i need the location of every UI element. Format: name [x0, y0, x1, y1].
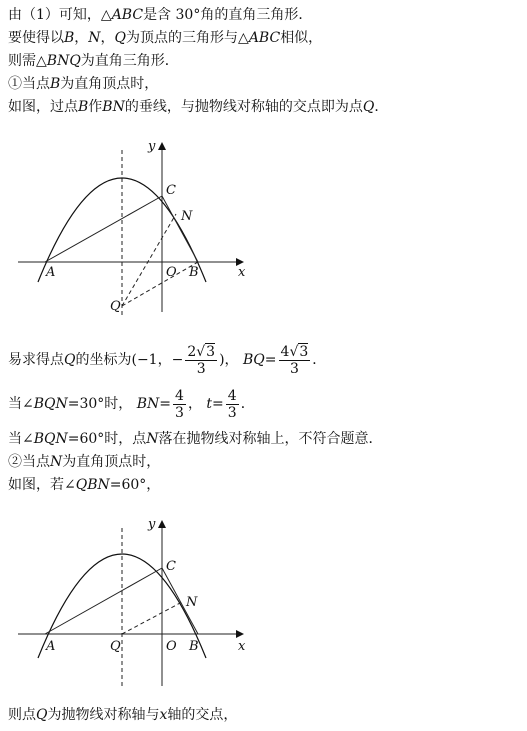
text: )， [219, 352, 239, 368]
math-var: BN [102, 99, 125, 115]
numerator: 4 [280, 343, 290, 360]
text: 为直角三角形． [80, 53, 179, 69]
label-o: O [166, 265, 177, 280]
math-var: BNQ [46, 53, 81, 69]
math-var: ABC [248, 30, 281, 46]
text: 则需△ [8, 53, 47, 69]
text-line-9 [8, 453, 160, 471]
math-var: BQN [33, 431, 68, 447]
math-var: B [50, 76, 61, 92]
label-c: C [166, 559, 176, 574]
math-var: N [146, 431, 159, 447]
fraction: $\frac{2√3}{3}$ [187, 343, 216, 377]
figure-2 [0, 510, 527, 690]
math-var: x [159, 707, 168, 723]
math-var: BQ [243, 352, 265, 368]
text: ， [187, 396, 202, 412]
segment-ac [45, 568, 162, 634]
text-line-2 [8, 29, 322, 47]
text: 的垂线，与抛物线对称轴的交点即为点 [124, 99, 363, 115]
text-line-4 [8, 75, 158, 93]
label-a: A [46, 265, 56, 280]
segment-qb [122, 262, 198, 306]
text: ． [312, 352, 327, 368]
label-o: O [166, 639, 177, 654]
text: 如图，若∠ [8, 477, 76, 493]
figure-1 [0, 130, 527, 320]
radicand: 3 [299, 343, 309, 360]
text: =60°， [109, 477, 161, 493]
text-line-7 [8, 384, 255, 424]
text: 为直角顶点时， [60, 76, 159, 92]
text: 作 [88, 99, 103, 115]
text-line-1 [8, 6, 312, 24]
denominator: 3 [289, 360, 299, 377]
fraction [226, 388, 239, 421]
text-line-8 [8, 430, 383, 448]
text-line-11 [8, 706, 237, 724]
label-y: y [148, 139, 156, 154]
x-axis-arrow [236, 630, 244, 638]
text: = [212, 396, 224, 412]
math-var: B [78, 99, 89, 115]
label-n: N [181, 209, 193, 224]
fraction: $\frac{4√3}{3}$ [280, 343, 309, 377]
text: 如图，过点 [8, 99, 78, 115]
label-x: x [238, 265, 246, 280]
text: =60°时，点 [67, 431, 147, 447]
text-line-3 [8, 52, 179, 70]
text: 当∠ [8, 431, 34, 447]
y-axis-arrow [158, 142, 166, 150]
text-line-5 [8, 98, 388, 116]
math-var: Q [114, 30, 127, 46]
text: ． [240, 396, 255, 412]
text: 为顶点的三角形与△ [126, 30, 249, 46]
fraction [173, 388, 186, 421]
text: 易求得点 [8, 352, 64, 368]
text: ． [374, 99, 389, 115]
label-x: x [238, 639, 246, 654]
text: ， [74, 30, 89, 46]
label-y: y [148, 517, 156, 532]
label-q: Q [110, 299, 121, 314]
radicand: 3 [206, 343, 216, 360]
text: 要使得以 [8, 30, 64, 46]
segment-qn [122, 602, 182, 634]
text: 的坐标为(−1，− [75, 352, 184, 368]
math-var: t [206, 396, 213, 412]
text: 为直角顶点时， [62, 454, 161, 470]
text: ①当点 [8, 76, 50, 92]
label-b: B [189, 265, 199, 280]
segment-cb [162, 196, 198, 262]
numerator: 4 [175, 387, 184, 404]
text: 当∠ [8, 396, 34, 412]
label-c: C [166, 183, 176, 198]
numerator: 4 [227, 387, 237, 404]
segment-qn [122, 214, 176, 306]
text: =30°时， [67, 396, 133, 412]
text: ， [100, 30, 115, 46]
text: 由（1）可知，△ [8, 7, 112, 23]
math-var: Q [36, 707, 48, 723]
math-var: Q [362, 99, 375, 115]
denominator: 3 [196, 360, 206, 377]
text: ②当点 [8, 454, 50, 470]
text: = [159, 396, 172, 412]
text: 落在抛物线对称轴上，不符合题意． [158, 431, 383, 447]
math-var: QBN [75, 477, 110, 493]
math-var: N [50, 454, 63, 470]
denominator: 3 [175, 404, 184, 421]
math-var: BQN [33, 396, 68, 412]
text-line-6 [8, 340, 326, 380]
denominator: 3 [227, 404, 237, 421]
label-q: Q [110, 639, 121, 654]
math-var: ABC [111, 7, 144, 23]
math-var: N [88, 30, 101, 46]
text-line-10 [8, 476, 160, 494]
math-var: Q [64, 352, 76, 368]
text: 轴的交点， [167, 707, 238, 723]
y-axis-arrow [158, 520, 166, 528]
label-b: B [189, 639, 199, 654]
text: 则点 [8, 707, 36, 723]
text: 为抛物线对称轴与 [47, 707, 160, 723]
text: 相似， [280, 30, 323, 46]
numerator: 2 [187, 343, 197, 360]
math-var: B [64, 30, 75, 46]
math-var: BN [136, 396, 160, 412]
label-n: N [186, 595, 198, 610]
text: 是含 30°角的直角三角形． [143, 7, 313, 23]
label-a: A [46, 639, 56, 654]
text: = [264, 352, 277, 368]
